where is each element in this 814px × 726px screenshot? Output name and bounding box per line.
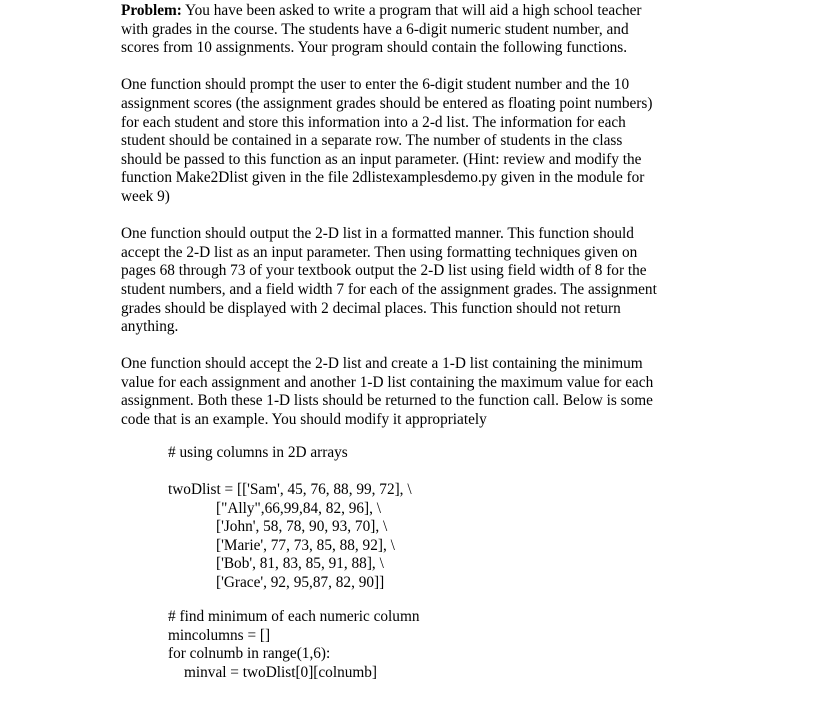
code-list-row: ['Bob', 81, 83, 85, 91, 88], \ [216, 555, 384, 573]
para2-line: student numbers, and a field width 7 for each of the assignment grades. The assignment [121, 280, 657, 298]
code-list-row: ["Ally",66,99,84, 82, 96], \ [216, 499, 382, 517]
code-for-loop: for colnumb in range(1,6): [168, 645, 331, 663]
para1-line: function Make2Dlist given in the file 2dlistexamplesdemo.py given in the module for [121, 169, 645, 187]
para3-line: One function should accept the 2-D list and create a 1-D list containing the minimum [121, 355, 643, 373]
para1-line: assignment scores (the assignment grades should be entered as floating point numbers) [121, 94, 653, 112]
input-function-paragraph [121, 76, 696, 206]
para3-line: assignment. Both these 1-D lists should be returned to the function call. Below is some [121, 392, 653, 410]
problem-line-2: with grades in the course. The students have a 6-digit numeric student number, and [121, 20, 629, 38]
para1-line: One function should prompt the user to enter the 6-digit student number and the 10 [121, 76, 630, 94]
code-example-columns [168, 444, 348, 463]
output-function-paragraph [121, 225, 696, 337]
problem-line-1-text: You have been asked to write a program that will aid a high school teacher [181, 2, 642, 19]
problem-paragraph [121, 2, 696, 58]
problem-label: Problem: [121, 2, 182, 19]
para2-line: grades should be displayed with 2 decimal places. This function should not return [121, 299, 621, 317]
para1-line: student should be contained in a separate row. The number of students in the class [121, 132, 623, 150]
code-comment-min: # find minimum of each numeric column [168, 608, 420, 625]
code-list-row: ['John', 58, 78, 90, 93, 70], \ [216, 518, 388, 536]
code-list-row: ['Marie', 77, 73, 85, 88, 92], \ [216, 536, 395, 554]
code-minval: minval = twoDlist[0][colnumb] [184, 663, 378, 681]
code-list-row: ['Grace', 92, 95,87, 82, 90]] [216, 573, 385, 591]
para2-line: pages 68 through 73 of your textbook output the 2-D list using field width of 8 for the [121, 262, 647, 280]
code-example-min [168, 608, 420, 682]
para1-line: week 9) [121, 187, 170, 205]
code-example-list [168, 481, 412, 593]
problem-line-1 [121, 2, 696, 21]
para1-line: should be passed to this function as an input parameter. (Hint: review and modify the [121, 150, 642, 168]
para2-line: anything. [121, 318, 179, 336]
para3-line: code that is an example. You should modify it appropriately [121, 411, 487, 429]
code-mincolumns: mincolumns = [] [168, 626, 271, 644]
document-body [121, 2, 696, 448]
para1-line: for each student and store this information into a 2-d list. The information for each [121, 113, 626, 131]
code-comment-columns: # using columns in 2D arrays [168, 444, 348, 461]
para2-line: One function should output the 2-D list in a formatted manner. This function should [121, 225, 634, 243]
problem-line-3: scores from 10 assignments. Your program should contain the following functions. [121, 39, 628, 57]
code-list-first-row: twoDlist = [['Sam', 45, 76, 88, 99, 72], \ [168, 481, 412, 498]
minmax-function-paragraph [121, 355, 696, 429]
para2-line: accept the 2-D list as an input parameter. Then using formatting techniques given on [121, 243, 638, 261]
para3-line: value for each assignment and another 1-D list containing the maximum value for each [121, 373, 654, 391]
